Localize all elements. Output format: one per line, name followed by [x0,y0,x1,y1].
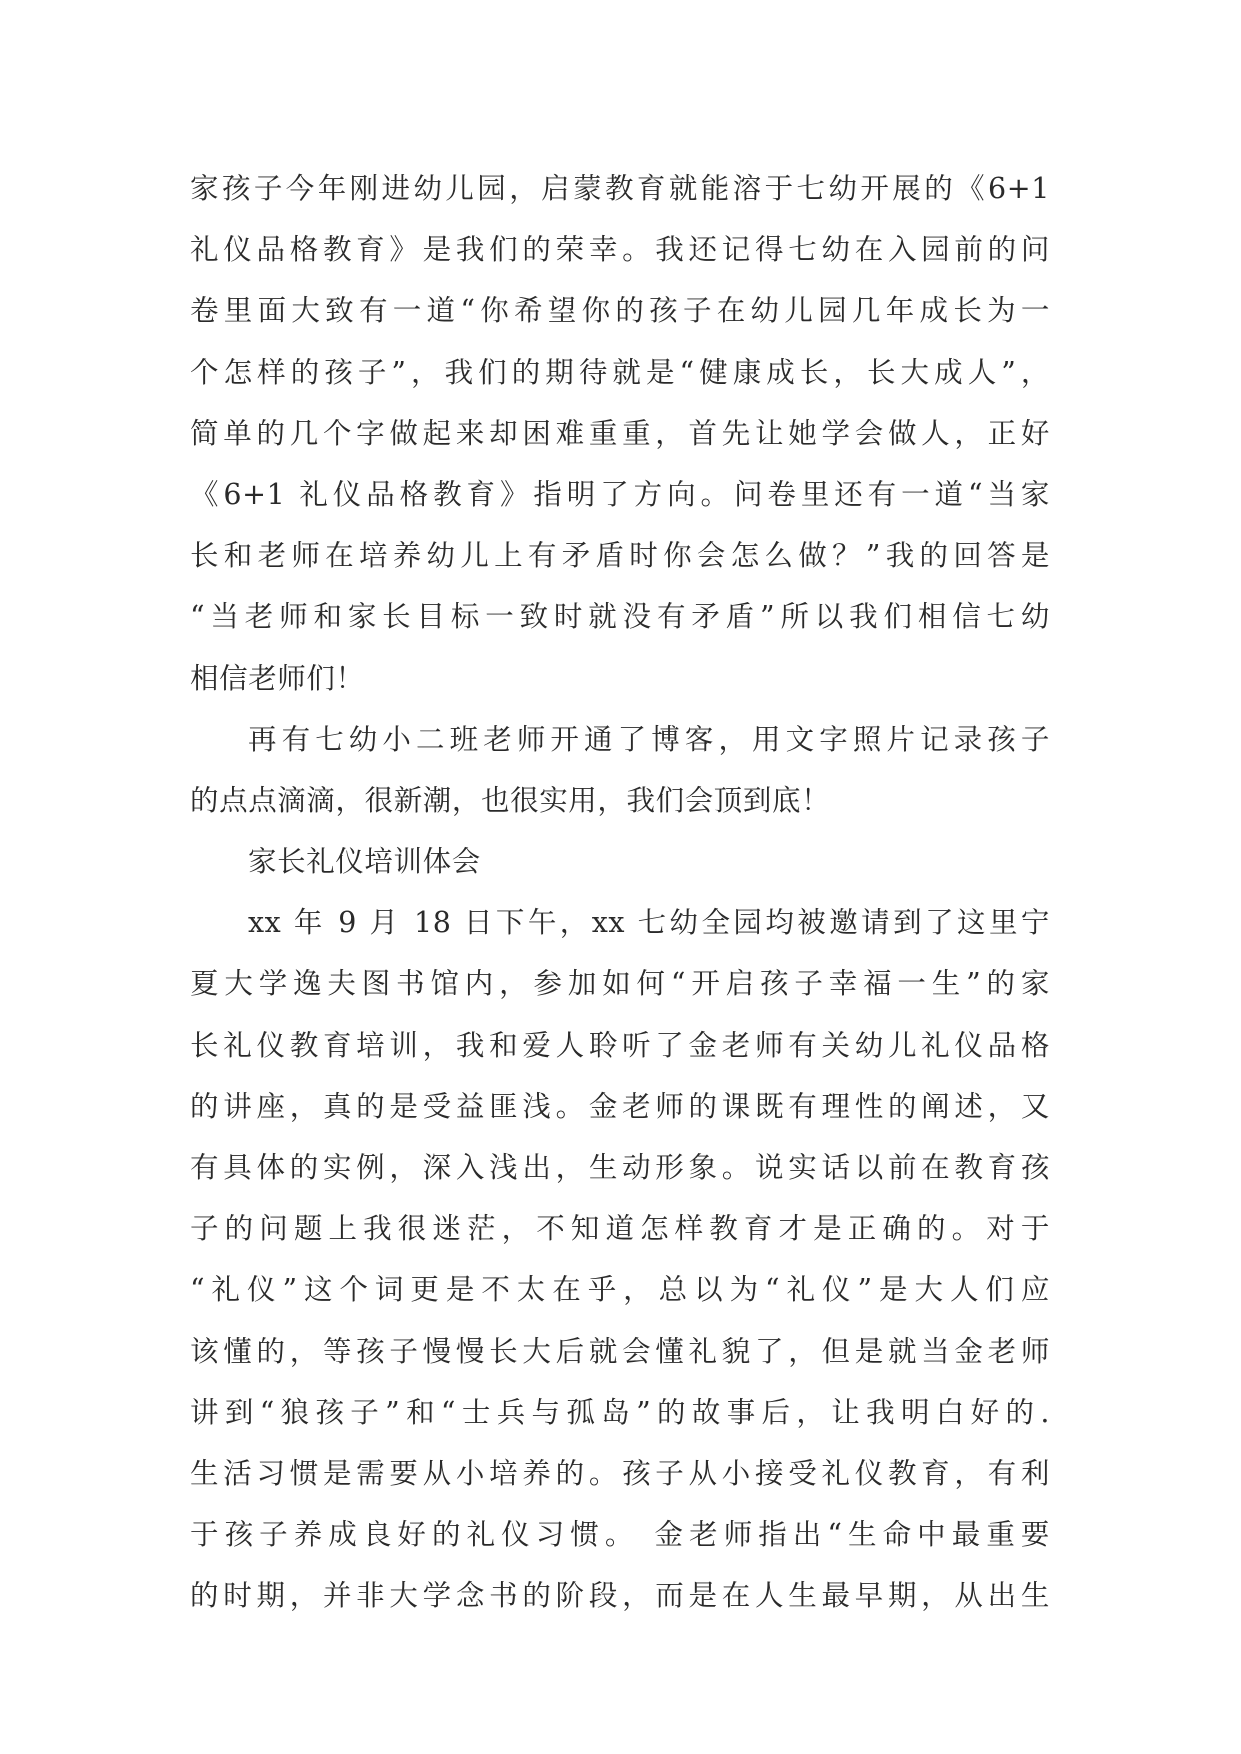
text-line: 卷里面大致有一道“你希望你的孩子在幼儿园几年成长为一 [190,294,1050,328]
text-line: “当老师和家长目标一致时就没有矛盾”所以我们相信七幼 [190,600,1050,634]
text-line: 个怎样的孩子”，我们的期待就是“健康成长，长大成人”， [190,355,1050,389]
text-line: 长和老师在培养幼儿上有矛盾时你会怎么做？”我的回答是 [190,539,1050,573]
section-heading: 家长礼仪培训体会 [248,845,481,879]
text-line: 有具体的实例，深入浅出，生动形象。说实话以前在教育孩 [190,1151,1050,1184]
text-line: 子的问题上我很迷茫，不知道怎样教育才是正确的。对于 [190,1212,1050,1246]
text-line: 礼仪品格教育》是我们的荣幸。我还记得七幼在入园前的问 [190,233,1050,267]
text-line: “礼仪”这个词更是不太在乎，总以为“礼仪”是大人们应 [190,1273,1050,1307]
text-line: 的时期，并非大学念书的阶段，而是在人生最早期，从出生 [190,1579,1050,1613]
text-line: 该懂的，等孩子慢慢长大后就会懂礼貌了，但是就当金老师 [190,1334,1050,1368]
text-line: 讲到“狼孩子”和“士兵与孤岛”的故事后，让我明白好的. [190,1395,1050,1429]
text-line: 简单的几个字做起来却困难重重，首先让她学会做人，正好 [190,416,1050,450]
text-line: 家孩子今年刚进幼儿园，启蒙教育就能溶于七幼开展的《6+1 [190,172,1050,205]
text-line: 相信老师们！ [190,661,365,695]
document-body [190,158,1050,1627]
text-line: 于孩子养成良好的礼仪习惯。 金老师指出“生命中最重要 [190,1518,1050,1552]
text-line: 的点点滴滴，很新潮，也很实用，我们会顶到底！ [190,783,831,817]
text-line: 的讲座，真的是受益匪浅。金老师的课既有理性的阐述，又 [190,1089,1050,1123]
text-line: 《6+1 礼仪品格教育》指明了方向。问卷里还有一道“当家 [190,477,1050,511]
text-line: 长礼仪教育培训，我和爱人聆听了金老师有关幼儿礼仪品格 [190,1028,1050,1062]
paragraph-first-line: xx 年 9 月 18 日下午，xx 七幼全园均被邀请到了这里宁 [248,906,1050,940]
text-line: 生活习惯是需要从小培养的。孩子从小接受礼仪教育，有利 [190,1456,1050,1490]
text-line: 夏大学逸夫图书馆内，参加如何“开启孩子幸福一生”的家 [190,967,1050,1001]
paragraph-first-line: 再有七幼小二班老师开通了博客，用文字照片记录孩子 [248,722,1050,756]
